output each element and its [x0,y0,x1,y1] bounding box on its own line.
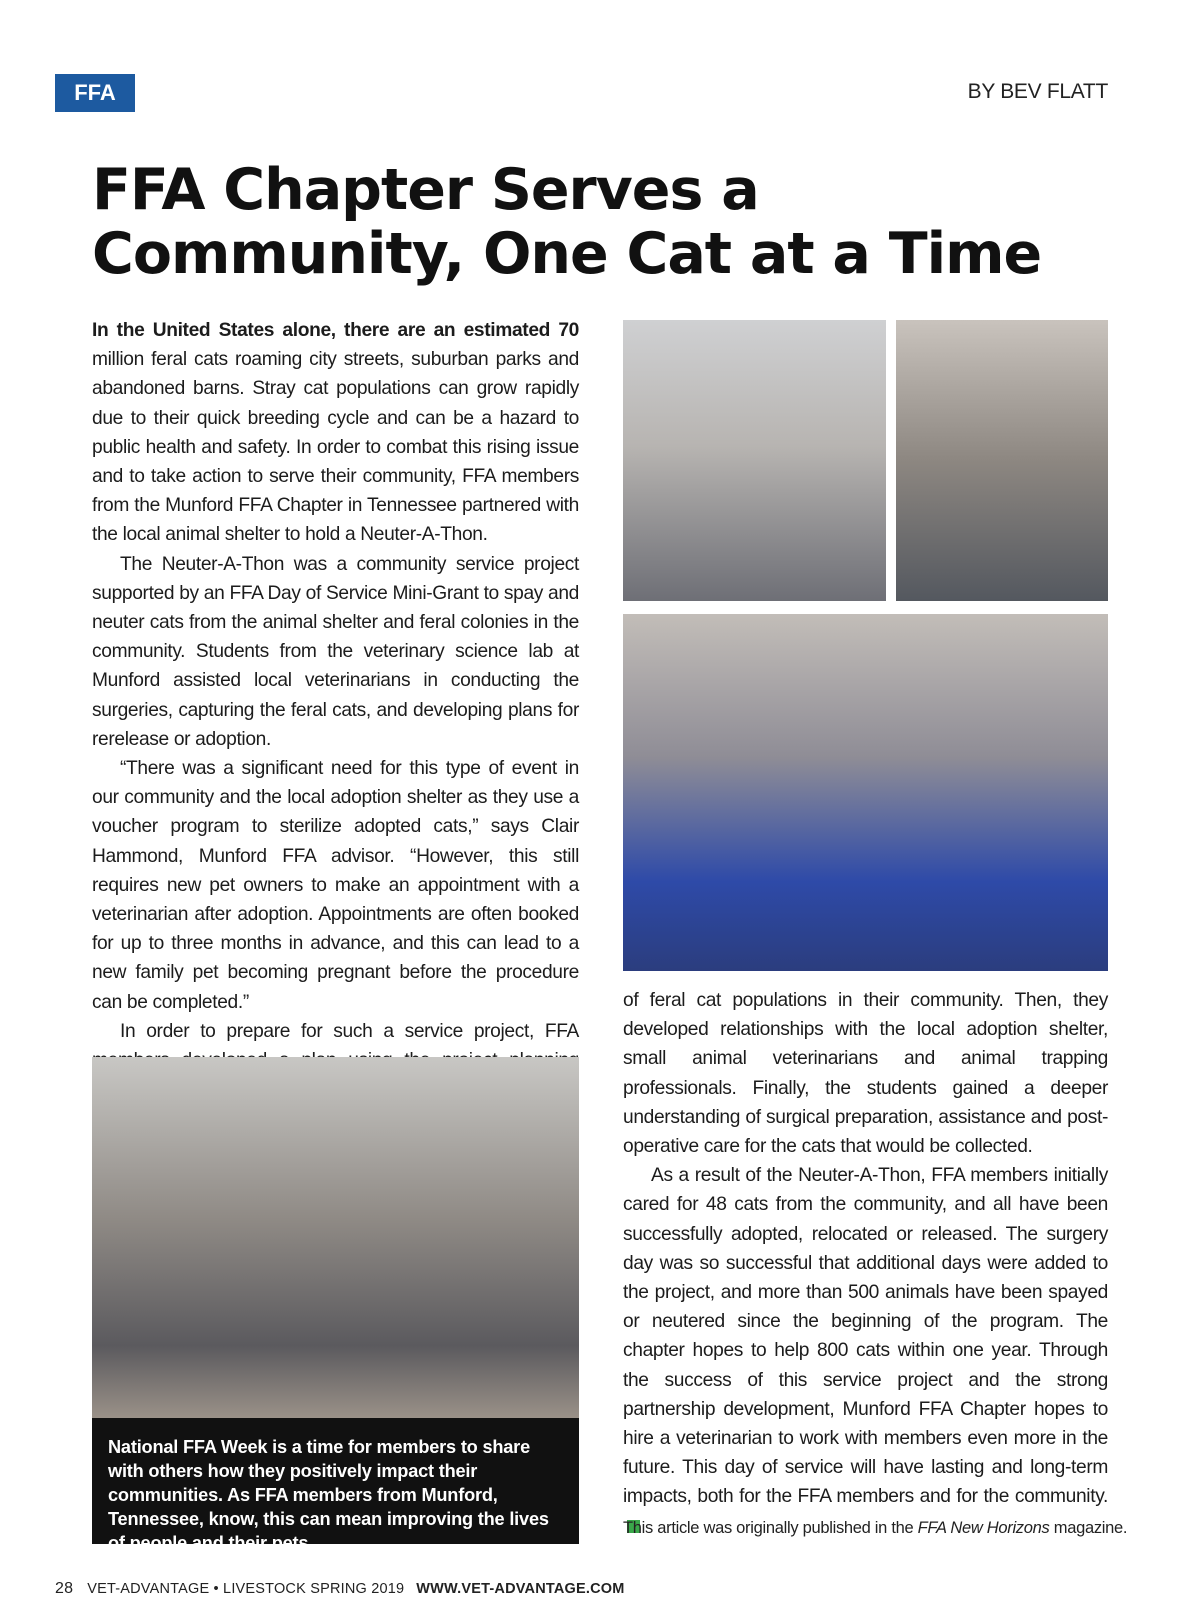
paragraph-1-text: million feral cats roaming city streets, suburban parks and abandoned barns. Stray cat populations can grow rapidly due to their quick breeding cycle and can be a hazard to public health and safety. In order to combat this rising issue and to take action to serve their community, FFA members from the Munford FFA Chapter in Tennessee partnered with the local animal shelter to hold a Neuter-A-Thon. [92,349,579,546]
paragraph-5-text: As a result of the Neuter-A-Thon, FFA members initially cared for 48 cats from the community, and all have been successfully adopted, relocated or released. The surgery day was so successful that additional days were added to the project, and more than 500 animals have been spayed or neutered since the beginning of the program. The chapter hopes to help 800 cats within one year. Through the success of this service project and the strong partnership development, Munford FFA Chapter hopes to hire a veterinarian to work with members even more in the future. This day of service will have lasting and long-term impacts, both for the FFA members and for the community. [623,1165,1108,1508]
page-number: 28 [55,1580,74,1597]
source-note-before: This article was originally published in the [623,1519,918,1537]
photo-students-at-lab-table [623,320,886,601]
body-paragraph-4-start: In order to prepare for such a service project, FFA [120,1020,579,1042]
right-column [623,986,1108,1541]
photo-students-treating-cat [92,1057,579,1418]
headline-line-2: Community, One Cat at a Time [92,221,1042,287]
left-column [92,316,579,1134]
photo-student-with-cat [896,320,1108,601]
page-footer [55,1580,625,1598]
source-note-after: magazine. [1049,1519,1128,1537]
photo-surgery-in-progress [623,614,1108,971]
photo-caption: National FFA Week is a time for members to share with others how they positively impact their communities. As FFA members from Munford, Tennessee, know, this can mean improving the lives of people and their pets. [92,1418,579,1544]
source-note [623,1519,1127,1538]
section-tag: FFA [55,74,135,112]
body-paragraph-2: The Neuter-A-Thon was a community service project supported by an FFA Day of Service Mini-Grant to spay and neuter cats from the animal shelter and feral colonies in the community. Students from the veterinary science lab at Munford assisted local veterinarians in conducting the surgeries, capturing the feral cats, and developing plans for rerelease or adoption. [92,553,579,750]
body-paragraph-1 [92,316,579,550]
byline: BY BEV FLATT [967,80,1108,103]
publication-name: VET-ADVANTAGE • LIVESTOCK SPRING 2019 [87,1581,405,1597]
body-paragraph-5 [623,1161,1108,1541]
body-paragraph-4-continued: of feral cat populations in their community. Then, they developed relationships with the local adoption shelter, small animal veterinarians and animal trapping professionals. Finally, the students gained a deeper understanding of surgical preparation, assistance and post-operative care for the cats that would be collected. [623,990,1108,1158]
article-headline [92,158,1122,286]
body-paragraph-3: “There was a significant need for this type of event in our community and the local adoption shelter as they use a voucher program to sterilize adopted cats,” says Clair Hammond, Munford FFA advisor. “However, this still requires new pet owners to make an appointment with a veterinarian after adoption. Appointments are often booked for up to three months in advance, and this can lead to a new family pet becoming pregnant before the procedure can be completed.” [92,758,579,1013]
lead-in: In the United States alone, there are an estimated 70 [92,320,579,341]
source-magazine-name: FFA New Horizons [917,1519,1050,1537]
website-link[interactable]: WWW.VET-ADVANTAGE.COM [416,1581,625,1597]
headline-line-1: FFA Chapter Serves a [92,157,759,223]
